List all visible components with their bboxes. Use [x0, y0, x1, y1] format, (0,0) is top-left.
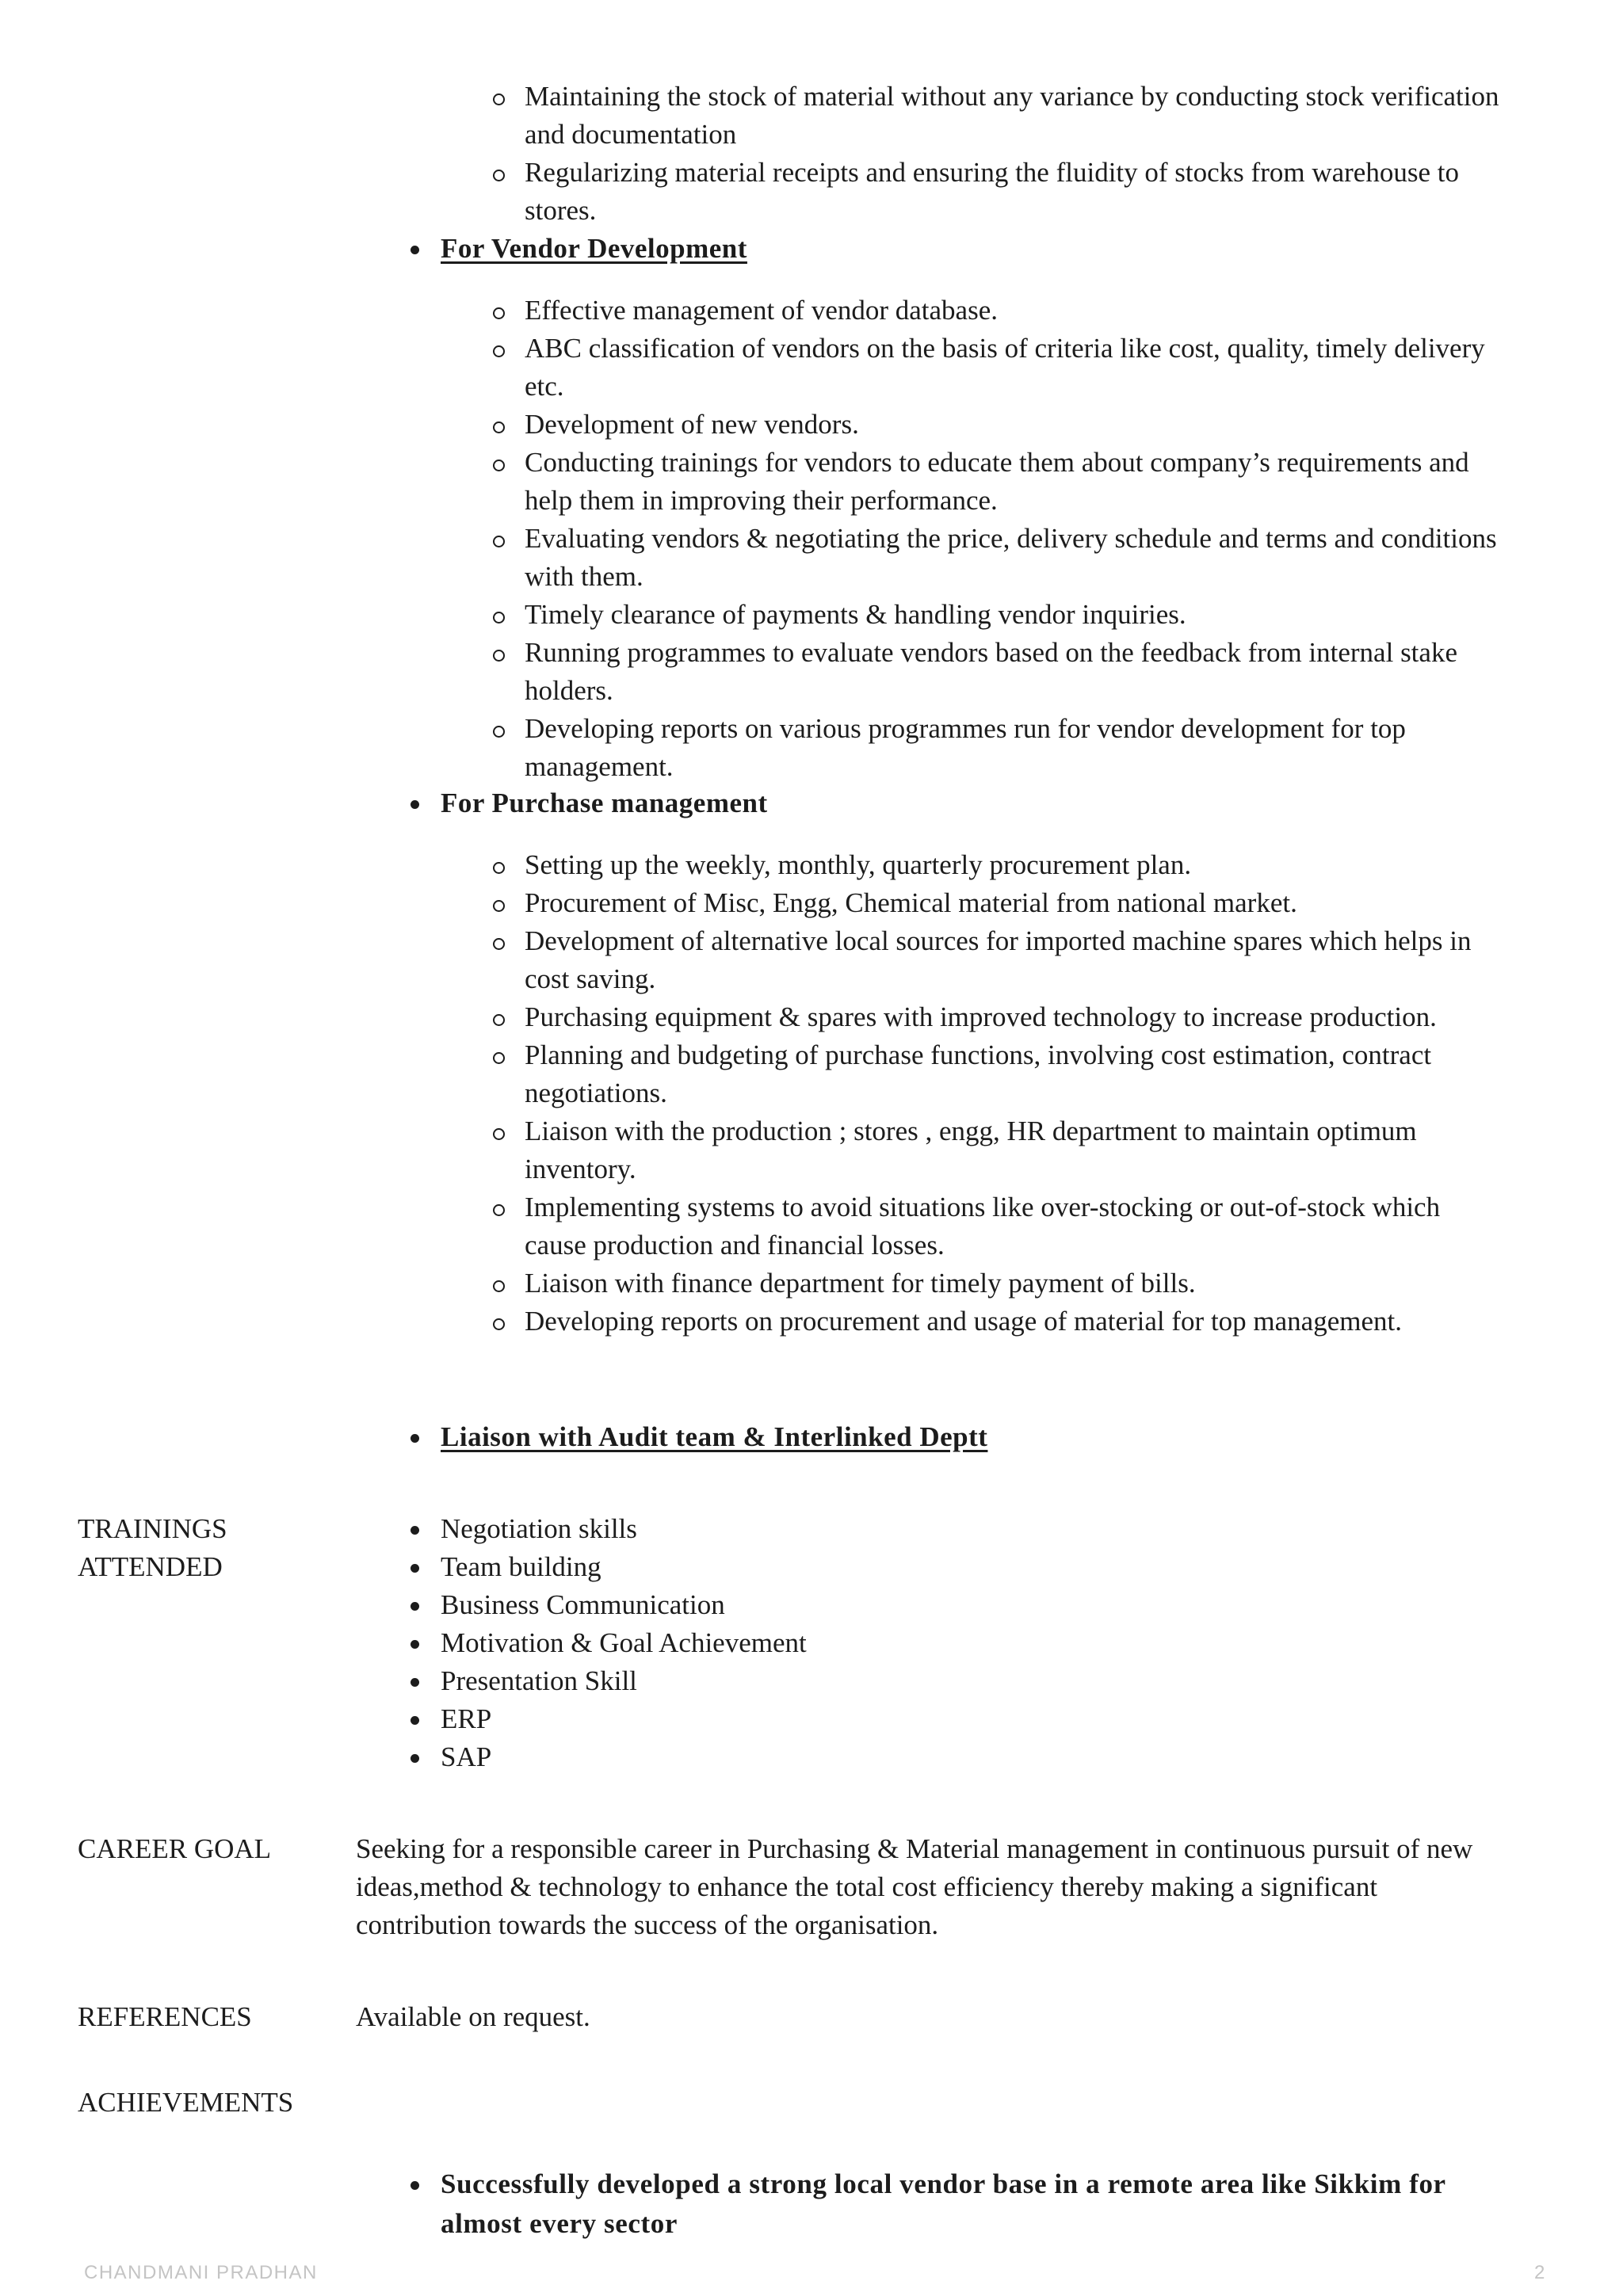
- list-item: Timely clearance of payments & handling vendor inquiries.: [525, 596, 1507, 634]
- purchase-management-heading: [441, 784, 768, 822]
- list-item: ERP: [441, 1700, 1507, 1738]
- inventory-list: [525, 78, 1507, 230]
- list-item: Negotiation skills: [441, 1510, 1507, 1548]
- career-goal-label: CAREER GOAL: [78, 1833, 272, 1864]
- trainings-list: [441, 1510, 1507, 1776]
- list-item: Running programmes to evaluate vendors based on the feedback from internal stake holders.: [525, 634, 1507, 710]
- list-item: Developing reports on procurement and usage of material for top management.: [525, 1302, 1507, 1341]
- list-item: Implementing systems to avoid situations like over-stocking or out-of-stock which cause production and financial losses.: [525, 1188, 1507, 1264]
- list-item: Conducting trainings for vendors to educate them about company’s requirements and help them in improving their performance.: [525, 444, 1507, 520]
- list-item: Presentation Skill: [441, 1662, 1507, 1700]
- liaison-heading: [441, 1418, 987, 1456]
- list-item: Development of alternative local sources for imported machine spares which helps in cost saving.: [525, 922, 1507, 998]
- achievements-label: ACHIEVEMENTS: [78, 2087, 294, 2118]
- trainings-label-line1: TRAININGS: [78, 1513, 227, 1544]
- page-number: 2: [1534, 2262, 1545, 2283]
- list-item: Team building: [441, 1548, 1507, 1586]
- trainings-label: [78, 1510, 331, 1586]
- list-item: Procurement of Misc, Engg, Chemical material from national market.: [525, 884, 1507, 922]
- references-text: Available on request.: [356, 2001, 590, 2032]
- list-item: Business Communication: [441, 1586, 1507, 1624]
- list-item: Evaluating vendors & negotiating the price, delivery schedule and terms and conditions with them.: [525, 520, 1507, 596]
- list-item: Planning and budgeting of purchase functions, involving cost estimation, contract negotiations.: [525, 1036, 1507, 1112]
- list-item: Setting up the weekly, monthly, quarterly procurement plan.: [525, 846, 1507, 884]
- list-item: Effective management of vendor database.: [525, 292, 1507, 330]
- purchase-management-heading-text: For Purchase management: [441, 788, 768, 818]
- trainings-label-line2: ATTENDED: [78, 1551, 223, 1582]
- career-goal-text: Seeking for a responsible career in Purchasing & Material management in continuous pursuit of new ideas,method & technology to enhance the total cost efficiency thereby making a significant contribution towards the success of the organisation.: [356, 1833, 1473, 1940]
- vendor-development-heading: [441, 230, 747, 268]
- list-item: Liaison with the production ; stores , engg, HR department to maintain optimum inventory.: [525, 1112, 1507, 1188]
- list-item: Development of new vendors.: [525, 406, 1507, 444]
- list-item: SAP: [441, 1738, 1507, 1776]
- footer-name: CHANDMANI PRADHAN: [84, 2262, 318, 2283]
- list-item: Maintaining the stock of material without any variance by conducting stock verification and documentation: [525, 78, 1507, 154]
- list-item: Regularizing material receipts and ensuring the fluidity of stocks from warehouse to stores.: [525, 154, 1507, 230]
- achievements-list: [441, 2164, 1507, 2244]
- list-item: Purchasing equipment & spares with improved technology to increase production.: [525, 998, 1507, 1036]
- list-item: Liaison with finance department for timely payment of bills.: [525, 1264, 1507, 1302]
- vendor-development-heading-text: For Vendor Development: [441, 233, 747, 264]
- purchase-management-list: [525, 846, 1507, 1341]
- list-item: Motivation & Goal Achievement: [441, 1624, 1507, 1662]
- references-label: REFERENCES: [78, 2001, 252, 2032]
- list-item: Successfully developed a strong local vendor base in a remote area like Sikkim for almost every sector: [441, 2164, 1507, 2244]
- vendor-development-list: [525, 292, 1507, 786]
- list-item: Developing reports on various programmes run for vendor development for top management.: [525, 710, 1507, 786]
- liaison-heading-text: Liaison with Audit team & Interlinked Deptt: [441, 1421, 988, 1452]
- list-item: ABC classification of vendors on the basis of criteria like cost, quality, timely delivery etc.: [525, 330, 1507, 406]
